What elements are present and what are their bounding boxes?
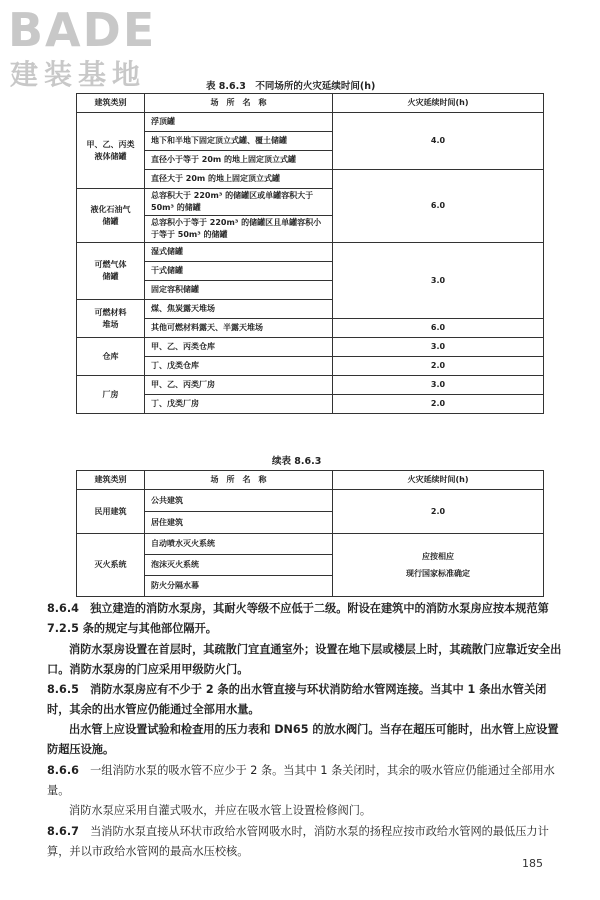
duration-cell: 4.0 xyxy=(333,113,544,170)
table-row xyxy=(77,113,544,132)
category-cell: 可燃气体 储罐 xyxy=(77,243,145,300)
category-cell: 可燃材料 堆场 xyxy=(77,300,145,338)
table1-caption: 表 8.6.3 不同场所的火灾延续时间(h) xyxy=(206,81,376,92)
place-cell: 浮顶罐 xyxy=(145,113,333,132)
table-row xyxy=(77,319,544,338)
table2 xyxy=(76,470,544,597)
category-cell: 液化石油气 储罐 xyxy=(77,189,145,243)
place-cell: 自动喷水灭火系统 xyxy=(145,534,333,555)
category-cell: 灭火系统 xyxy=(77,534,145,597)
place-cell: 总容积小于等于 220m³ 的储罐区且单罐容积小于等于 50m³ 的储罐 xyxy=(145,216,333,243)
duration-cell: 2.0 xyxy=(333,357,544,376)
page-number: 185 xyxy=(522,857,543,870)
duration-cell: 2.0 xyxy=(333,395,544,414)
table-row xyxy=(77,243,544,262)
logo-brand: BADE xyxy=(8,3,157,57)
category-cell: 仓库 xyxy=(77,338,145,376)
category-cell: 甲、乙、丙类 液体储罐 xyxy=(77,113,145,189)
header-category: 建筑类别 xyxy=(77,94,145,113)
place-cell: 固定容积储罐 xyxy=(145,281,333,300)
place-cell: 直径小于等于 20m 的地上固定顶立式罐 xyxy=(145,151,333,170)
table-row xyxy=(77,338,544,357)
place-cell: 丁、戊类厂房 xyxy=(145,395,333,414)
place-cell: 泡沫灭火系统 xyxy=(145,555,333,576)
header-duration: 火灾延续时间(h) xyxy=(333,471,544,490)
duration-cell: 6.0 xyxy=(333,170,544,243)
place-cell: 丁、戊类仓库 xyxy=(145,357,333,376)
place-cell: 直径大于 20m 的地上固定顶立式罐 xyxy=(145,170,333,189)
place-cell: 居住建筑 xyxy=(145,512,333,534)
duration-cell: 2.0 xyxy=(333,490,544,534)
clause-8-6-6-cont: 消防水泵应采用自灌式吸水，并应在吸水管上设置检修阀门。 xyxy=(69,804,372,817)
table-row xyxy=(77,170,544,189)
duration-cell: 3.0 xyxy=(333,376,544,395)
place-cell: 煤、焦炭露天堆场 xyxy=(145,300,333,319)
clause-8-6-5: 8.6.5 消防水泵房应有不少于 2 条的出水管直接与环状消防给水管网连接。当其中 1 条出水管关闭时，其余的出水管应仍能通过全部用水量。 xyxy=(47,683,547,716)
place-cell: 其他可燃材料露天、半露天堆场 xyxy=(145,319,333,338)
clause-8-6-4-cont: 消防水泵房设置在首层时，其疏散门宜直通室外；设置在地下层或楼层上时，其疏散门应靠近安全出口。消防水泵房的门应采用甲级防火门。 xyxy=(47,643,562,676)
place-cell: 甲、乙、丙类仓库 xyxy=(145,338,333,357)
header-place: 场 所 名 称 xyxy=(145,94,333,113)
table-row xyxy=(77,376,544,395)
header-duration: 火灾延续时间(h) xyxy=(333,94,544,113)
place-cell: 甲、乙、丙类厂房 xyxy=(145,376,333,395)
table-row xyxy=(77,357,544,376)
clause-8-6-4: 8.6.4 独立建造的消防水泵房，其耐火等级不应低于二级。附设在建筑中的消防水泵房应按本规范第 7.2.5 条的规定与其他部位隔开。 xyxy=(47,602,549,635)
table-row xyxy=(77,395,544,414)
duration-cell: 3.0 xyxy=(333,243,544,319)
category-cell: 厂房 xyxy=(77,376,145,414)
clause-8-6-7: 8.6.7 当消防水泵直接从环状市政给水管网吸水时，消防水泵的扬程应按市政给水管网的最低压力计算，并以市政给水管网的最高水压校核。 xyxy=(47,825,549,858)
category-cell: 民用建筑 xyxy=(77,490,145,534)
place-cell: 总容积大于 220m³ 的储罐区或单罐容积大于 50m³ 的储罐 xyxy=(145,189,333,216)
place-cell: 地下和半地下固定顶立式罐、覆土储罐 xyxy=(145,132,333,151)
table2-caption: 续表 8.6.3 xyxy=(272,456,322,467)
table-row xyxy=(77,534,544,555)
place-cell: 公共建筑 xyxy=(145,490,333,512)
logo-subtitle: 建装基地 xyxy=(10,58,147,91)
clause-8-6-5-cont: 出水管上应设置试验和检查用的压力表和 DN65 的放水阀门。当存在超压可能时，出水管上应设置防超压设施。 xyxy=(47,723,559,756)
header-category: 建筑类别 xyxy=(77,471,145,490)
place-cell: 干式储罐 xyxy=(145,262,333,281)
clause-8-6-6: 8.6.6 一组消防水泵的吸水管不应少于 2 条。当其中 1 条关闭时，其余的吸水管应仍能通过全部用水量。 xyxy=(47,764,555,797)
table1-header-row xyxy=(77,94,544,113)
header-place: 场 所 名 称 xyxy=(145,471,333,490)
table-row xyxy=(77,490,544,512)
table1 xyxy=(76,93,544,414)
place-cell: 防火分隔水幕 xyxy=(145,576,333,597)
watermark-logo xyxy=(8,4,183,94)
duration-cell: 3.0 xyxy=(333,338,544,357)
place-cell: 湿式储罐 xyxy=(145,243,333,262)
table2-header-row xyxy=(77,471,544,490)
duration-cell: 6.0 xyxy=(333,319,544,338)
duration-cell: 应按相应 现行国家标准确定 xyxy=(333,534,544,597)
